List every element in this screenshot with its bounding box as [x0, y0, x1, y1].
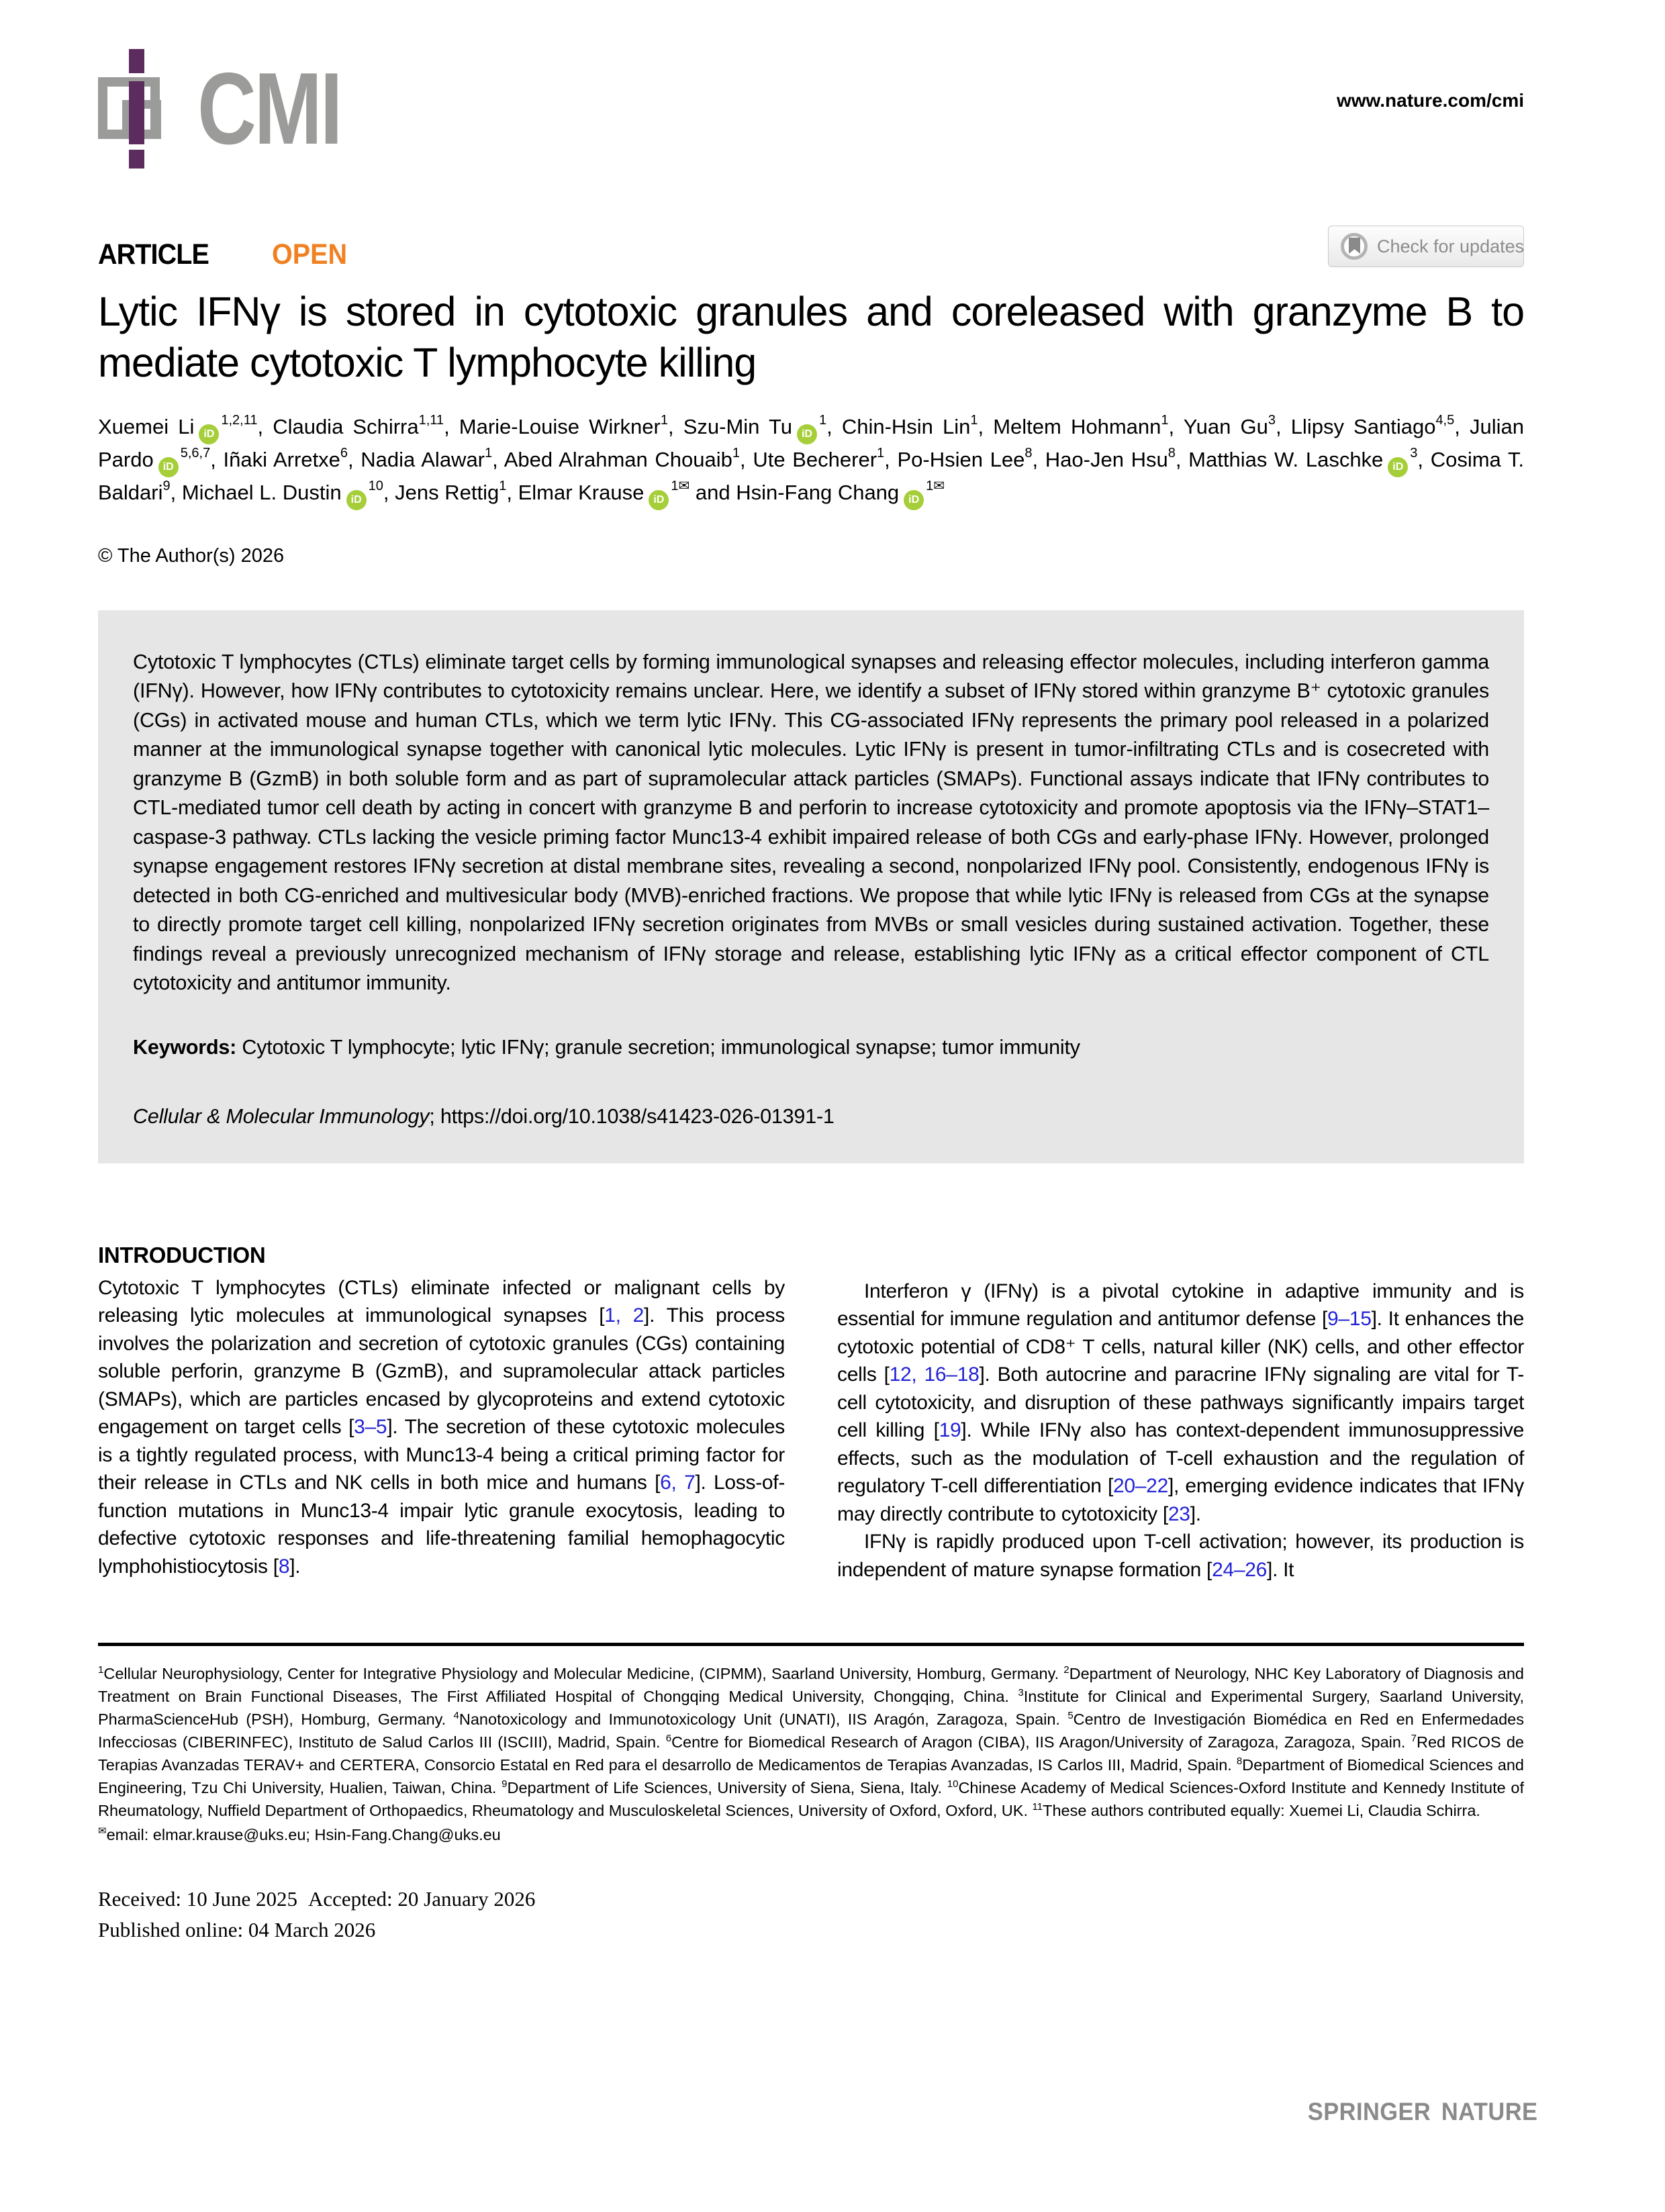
affiliation-sup: 4	[453, 1710, 459, 1722]
cmi-logo-icon	[98, 49, 180, 169]
author-affiliation-sup: 8	[1025, 446, 1033, 461]
author-name: Cosima T. Baldari	[98, 447, 1525, 504]
author-list	[98, 412, 1524, 510]
author-affiliation-sup: 3	[1410, 446, 1418, 461]
author-affiliation-sup-with-envelope: 1✉	[926, 479, 945, 494]
author-affiliation-sup-with-envelope: 1✉	[671, 479, 690, 494]
author-name: Nadia Alawar	[361, 447, 485, 471]
journal-name: Cellular & Molecular Immunology	[133, 1104, 430, 1128]
cmi-logo	[98, 48, 377, 169]
orcid-icon[interactable]: iD	[797, 424, 817, 444]
author-affiliation-sup: 5,6,7	[180, 446, 211, 461]
intro-left-paragraphs	[98, 1274, 785, 1581]
paragraph: IFNγ is rapidly produced upon T-cell activation; however, its production is independent of mature synapse formation [24–26]. It	[837, 1531, 1524, 1581]
author-name: Iñaki Arretxe	[223, 447, 340, 471]
author: Hao-Jen Hsu$^8$,	[1045, 446, 1189, 471]
logo-bar-segment	[129, 49, 144, 73]
section-heading-introduction: INTRODUCTION	[98, 1242, 266, 1267]
email-separator: ;	[305, 1826, 315, 1843]
author-affiliation-sup: 1	[732, 446, 741, 461]
affiliation-sup: 5	[1067, 1710, 1074, 1722]
author-affiliation-sup: 1	[970, 413, 978, 428]
orcid-icon[interactable]: iD	[649, 490, 669, 510]
citation-ref[interactable]: 9–15	[1327, 1308, 1372, 1330]
author: Iñaki Arretxe$^6$,	[223, 446, 361, 471]
accepted-date: Accepted: 20 January 2026	[308, 1887, 536, 1911]
author: Claudia Schirra$^{1,11}$,	[273, 413, 459, 438]
check-for-updates-label: Check for updates	[1377, 236, 1525, 256]
author	[736, 481, 945, 504]
author-name: Chin-Hsin Lin	[841, 414, 971, 438]
article-doi[interactable]: https://doi.org/10.1038/s41423-026-01391-1	[440, 1104, 835, 1128]
orcid-icon[interactable]: iD	[1388, 457, 1408, 477]
author-name: Llipsy Santiago	[1290, 414, 1436, 438]
article-dates	[98, 1884, 1524, 1945]
author: Abed Alrahman Chouaib$^1$,	[504, 446, 753, 471]
citation-line	[133, 1105, 1489, 1128]
orcid-icon[interactable]: iD	[346, 490, 367, 510]
author: Cosima T. Baldari$^9$,	[98, 447, 1525, 504]
author: Ute Becherer$^1$,	[753, 446, 898, 471]
author-affiliation-sup: 1	[485, 446, 493, 461]
citation-ref[interactable]: 19	[939, 1419, 961, 1441]
springer-nature-logo: SPRINGER NATURE	[1307, 2098, 1537, 2125]
logo-bar-segment	[129, 81, 144, 144]
author: Jens Rettig$^1$,	[395, 479, 518, 504]
introduction-section	[98, 1243, 1524, 1584]
author-affiliation-sup: 4,5	[1435, 413, 1455, 428]
author: Nadia Alawar$^1$,	[361, 446, 504, 471]
keywords-line	[133, 1036, 1489, 1059]
author-affiliation-sup: 1,2,11	[221, 413, 258, 428]
author-affiliation-sup: 8	[1168, 446, 1176, 461]
cmi-logo-text: CMI	[197, 52, 341, 166]
article-type-label: ARTICLE	[98, 238, 209, 271]
author-affiliation-sup: 1	[660, 413, 668, 428]
author: Po-Hsien Lee$^8$,	[897, 446, 1045, 471]
author-name: Jens Rettig	[395, 480, 500, 504]
intro-left-column	[98, 1243, 785, 1584]
author-name: Claudia Schirra	[273, 414, 419, 438]
author-name: Abed Alrahman Chouaib	[504, 447, 732, 471]
author-affiliation-sup: 1,11	[418, 413, 444, 428]
author-name: Ute Becherer	[753, 447, 877, 471]
journal-url: www.nature.com/cmi	[1336, 90, 1524, 111]
author-affiliation-sup: 1	[499, 479, 507, 494]
page-header	[98, 0, 1524, 169]
affiliation-sup: 11	[1032, 1801, 1043, 1813]
author-affiliation-sup: 1	[818, 413, 827, 428]
affiliation-sup: 7	[1411, 1733, 1417, 1745]
author-affiliation-sup: 1	[877, 446, 885, 461]
author: Matthias W. Laschke $iD^3$,	[1188, 448, 1431, 471]
affiliation-sup: 2	[1063, 1664, 1069, 1676]
received-accepted-line	[98, 1884, 1524, 1915]
author-name: Szu-Min Tu	[683, 414, 792, 438]
copyright-notice: © The Author(s) 2026	[98, 544, 285, 567]
email-line	[98, 1823, 1524, 1846]
article-bar	[98, 234, 1524, 275]
author: Elmar Krause $iD^{1✉}$ and	[518, 481, 736, 504]
logo-bar-segment	[129, 150, 144, 169]
author-name: Yuan Gu	[1183, 414, 1268, 438]
author: Julian Pardo iD$^{5,6,7}$,	[98, 415, 1524, 471]
paragraph: Interferon γ (IFNγ) is a pivotal cytokine in adaptive immunity and is essential for immune regulation and antitumor defense [9–15]. It enhances the cytotoxic potential of CD8⁺ T cells, natural killer (NK) cells, and other effector cells [12, 16–18]. Both autocrine and paracrine IFNγ signaling are vital for T-cell cytotoxicity, and disruption of these pathways significantly impairs target cell killing [19]. While IFNγ also has context-dependent immunosuppressive effects, such as the modulation of T-cell exhaustion and the regulation of regulatory T-cell differentiation [20–22], emerging evidence indicates that IFNγ may directly contribute to cytotoxicity [23].	[837, 1280, 1525, 1525]
published-date-line: Published online: 04 March 2026	[98, 1918, 376, 1941]
article-title: Lytic IFNγ is stored in cytotoxic granules and coreleased with granzyme B to mediate cytotoxic T lymphocyte killing	[98, 289, 1524, 386]
author: Marie-Louise Wirkner$^1$,	[459, 413, 683, 438]
abstract-text: Cytotoxic T lymphocytes (CTLs) eliminate target cells by forming immunological synapses and releasing effector molecules, including interferon gamma (IFNγ). However, how IFNγ contributes to cytotoxicity remains unclear. Here, we identify a subset of IFNγ stored within granzyme B⁺ cytotoxic granules (CGs) in activated mouse and human CTLs, which we term lytic IFNγ. This CG-associated IFNγ represents the primary pool released in a polarized manner at the immunological synapse together with canonical lytic molecules. Lytic IFNγ is present in tumor-infiltrating CTLs and is cosecreted with granzyme B (GzmB) in both soluble form and as part of supramolecular attack particles (SMAPs). Functional assays indicate that IFNγ contributes to CTL-mediated tumor cell death by acting in concert with granzyme B and perforin to increase cytotoxicity and promote apoptosis via the IFNγ–STAT1–caspase-3 pathway. CTLs lacking the vesicle priming factor Munc13-4 exhibit impaired release of both CGs and early-phase IFNγ. However, prolonged synapse engagement restores IFNγ secretion at distal membrane sites, revealing a second, nonpolarized IFNγ pool. Consistently, endogenous IFNγ is detected in both CG-enriched and multivesicular body (MVB)-enriched fractions. We propose that while lytic IFNγ is released from CGs at the synapse to directly promote target cell killing, nonpolarized IFNγ secretion originates from MVBs or small vesicles during sustained activation. Together, these findings reveal a previously unrecognized mechanism of IFNγ storage and release, establishing lytic IFNγ as a critical effector component of CTL cytotoxicity and antitumor immunity.	[133, 650, 1489, 994]
affiliation-sup: 3	[1018, 1687, 1024, 1699]
check-for-updates-button[interactable]	[1328, 226, 1524, 267]
author-name: Po-Hsien Lee	[897, 447, 1025, 471]
affiliation-sup: 6	[665, 1733, 672, 1745]
author-name: Elmar Krause	[518, 480, 645, 504]
orcid-icon[interactable]: iD	[904, 490, 924, 510]
citation-ref[interactable]: 8	[278, 1555, 290, 1578]
author-name: Hsin-Fang Chang	[736, 480, 900, 504]
citation-ref[interactable]: 3–5	[354, 1416, 387, 1438]
email-label: email:	[106, 1826, 153, 1843]
citation-ref[interactable]: 24–26	[1212, 1558, 1268, 1581]
author-name: Julian Pardo	[98, 414, 1524, 471]
footnote-block	[98, 1643, 1524, 1846]
affiliation-sup: 8	[1236, 1756, 1243, 1768]
author: Xuemei Li iD$^{1,2,11}$,	[98, 415, 273, 438]
abstract-panel	[98, 610, 1524, 1163]
author: Szu-Min Tu $iD^1$,	[683, 415, 842, 438]
orcid-icon[interactable]: iD	[199, 424, 219, 444]
author-name: Meltem Hohmann	[993, 414, 1161, 438]
citation-ref[interactable]: 6, 7	[660, 1472, 696, 1494]
author-name: Hao-Jen Hsu	[1045, 447, 1168, 471]
affiliation-sup: 9	[502, 1778, 508, 1790]
envelope-icon: ✉	[98, 1825, 107, 1837]
author-affiliation-sup: 6	[340, 446, 348, 461]
keywords-label: Keywords:	[133, 1035, 237, 1059]
author: Llipsy Santiago$^{4,5}$,	[1290, 413, 1470, 438]
author: Yuan Gu$^3$,	[1183, 413, 1291, 438]
author-name: Xuemei Li	[98, 414, 195, 438]
intro-right-column	[837, 1243, 1524, 1584]
citation-ref[interactable]: 23	[1168, 1502, 1190, 1525]
doi-separator: ;	[429, 1104, 440, 1128]
author-affiliation-sup: 1	[1161, 413, 1169, 428]
orcid-icon[interactable]: iD	[158, 457, 179, 477]
affiliations-text: $^1$Cellular Neurophysiology, Center for Integrative Physiology and Molecular Medicine, (CIPMM), Saarland University, Homburg, Germany. $^2$Department of Neurology, NHC Key Laboratory of Diagnosis and Treatment on Brain Functional Diseases, The First Affiliated Hospital of Chongqing Medical University, Chongqing, China. $^3$Institute for Clinical and Experimental Surgery, Saarland University, PharmaScienceHub (PSH), Homburg, Germany. $^4$Nanotoxicology and Immunotoxicology Unit (UNATI), IIS Aragón, Zaragoza, Spain. $^5$Centro de Investigación Biomédica en Red en Enfermedades Infecciosas (CIBERINFEC), Instituto de Salud Carlos III (ISCIII), Madrid, Spain. $^6$Centre for Biomedical Research of Aragon (CIBA), IIS Aragon/University of Zaragoza, Zaragoza, Spain. $^7$Red RICOS de Terapias Avanzadas TERAV+ and CERTERA, Consorcio Estatal en Red para el desarrollo de Medicamentos de Terapias Avanzadas, IS Carlos III, Madrid, Spain. $^8$Department of Biomedical Sciences and Engineering, Tzu Chi University, Hualien, Taiwan, China. $^9$Department of Life Sciences, University of Siena, Siena, Italy. $^{10}$Chinese Academy of Medical Sciences-Oxford Institute and Kennedy Institute of Rheumatology, Nuffield Department of Orthopaedics, Rheumatology and Musculoskeletal Sciences, University of Oxford, Oxford, UK. $^{11}$These authors contributed equally: Xuemei Li, Claudia Schirra.	[98, 1664, 1525, 1819]
author-name: Marie-Louise Wirkner	[459, 414, 661, 438]
author-affiliation-sup: 10	[368, 479, 383, 494]
affiliation-sup: 10	[947, 1778, 959, 1790]
email-address-2[interactable]: Hsin-Fang.Chang@uks.eu	[314, 1826, 501, 1843]
intro-right-paragraphs	[837, 1278, 1524, 1584]
paragraph: Cytotoxic T lymphocytes (CTLs) eliminate infected or malignant cells by releasing lytic molecules at immunological synapses [1, 2]. This process involves the polarization and secretion of cytotoxic granules (CGs) containing soluble perforin, granzyme B (GzmB), and supramolecular attack particles (SMAPs), which are particles encased by glycoproteins and extend cytotoxic engagement on target cells [3–5]. The secretion of these cytotoxic molecules is a tightly regulated process, with Munc13-4 being a critical priming factor for their release in CTLs and NK cells in both mice and humans [6, 7]. Loss-of-function mutations in Munc13-4 impair lytic granule exocytosis, leading to defective cytotoxic responses and life-threatening familial hemophagocytic lymphohistiocytosis [8].	[98, 1276, 786, 1578]
author-affiliation-sup: 3	[1268, 413, 1276, 428]
open-access-label: OPEN	[272, 238, 348, 271]
author: Michael L. Dustin $iD^{10}$,	[182, 481, 395, 504]
author-name: Michael L. Dustin	[181, 480, 342, 504]
author: Chin-Hsin Lin$^1$,	[841, 413, 994, 438]
affiliation-sup: 1	[98, 1664, 104, 1676]
author-name: Matthias W. Laschke	[1188, 447, 1384, 471]
received-date: Received: 10 June 2025	[98, 1887, 298, 1911]
citation-ref[interactable]: 12, 16–18	[889, 1363, 980, 1386]
citation-ref[interactable]: 20–22	[1113, 1475, 1168, 1497]
email-address-1[interactable]: elmar.krause@uks.eu	[152, 1826, 306, 1843]
crossmark-icon	[1341, 233, 1368, 260]
keywords-text: Cytotoxic T lymphocyte; lytic IFNγ; granule secretion; immunological synapse; tumor immunity	[236, 1035, 1080, 1059]
author: Meltem Hohmann$^1$,	[993, 413, 1184, 438]
author-affiliation-sup: 9	[162, 479, 171, 494]
citation-ref[interactable]: 1, 2	[604, 1304, 645, 1327]
